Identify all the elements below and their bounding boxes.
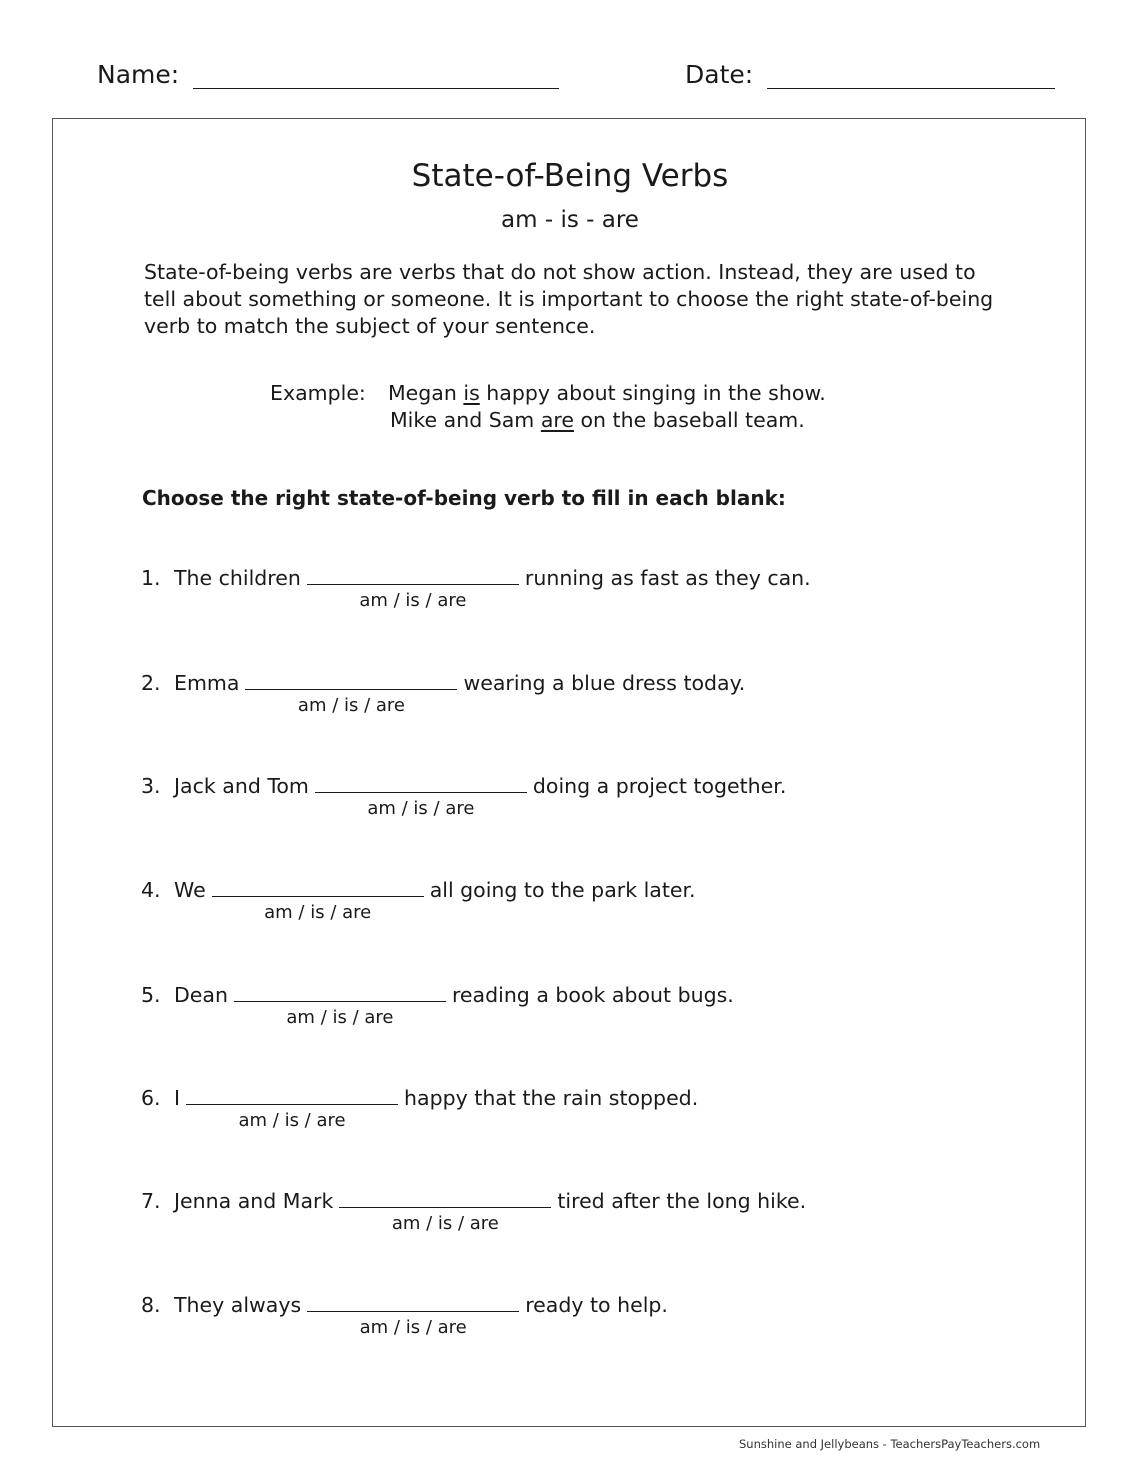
example-sentence-2 bbox=[390, 407, 805, 434]
question-subject: I bbox=[174, 1086, 181, 1110]
question-predicate: wearing a blue dress today. bbox=[463, 671, 746, 695]
worksheet-subtitle: am - is - are bbox=[501, 207, 639, 233]
question-predicate: doing a project together. bbox=[532, 774, 787, 798]
question-number: 8. bbox=[141, 1293, 161, 1317]
answer-blank[interactable] bbox=[307, 1291, 519, 1338]
question-number: 4. bbox=[141, 878, 161, 902]
question-3 bbox=[141, 772, 787, 819]
question-subject: Dean bbox=[174, 983, 228, 1007]
choices-hint: am / is / are bbox=[238, 1110, 346, 1131]
question-number: 3. bbox=[141, 774, 161, 798]
question-subject: The children bbox=[174, 566, 301, 590]
example-1-verb: is bbox=[463, 381, 480, 405]
question-predicate: all going to the park later. bbox=[429, 878, 696, 902]
choices-hint: am / is / are bbox=[359, 590, 467, 611]
example-2-rest: on the baseball team. bbox=[573, 408, 805, 432]
question-subject: We bbox=[174, 878, 206, 902]
answer-blank[interactable] bbox=[245, 669, 457, 716]
date-label: Date: bbox=[685, 60, 754, 89]
question-4 bbox=[141, 876, 696, 923]
answer-blank[interactable] bbox=[315, 772, 527, 819]
question-7 bbox=[141, 1187, 807, 1234]
date-blank-line[interactable] bbox=[767, 62, 1055, 89]
question-6 bbox=[141, 1084, 699, 1131]
question-5 bbox=[141, 981, 734, 1028]
question-number: 1. bbox=[141, 566, 161, 590]
choices-hint: am / is / are bbox=[359, 1317, 467, 1338]
example-1-rest: happy about singing in the show. bbox=[479, 381, 826, 405]
question-subject: Emma bbox=[174, 671, 240, 695]
question-subject: Jack and Tom bbox=[174, 774, 309, 798]
question-subject: Jenna and Mark bbox=[174, 1189, 334, 1213]
answer-blank[interactable] bbox=[307, 564, 519, 611]
worksheet-title: State-of-Being Verbs bbox=[411, 158, 729, 194]
example-label: Example: bbox=[270, 381, 366, 405]
date-field[interactable] bbox=[685, 60, 1055, 89]
answer-blank[interactable] bbox=[339, 1187, 551, 1234]
question-number: 6. bbox=[141, 1086, 161, 1110]
question-2 bbox=[141, 669, 746, 716]
question-number: 7. bbox=[141, 1189, 161, 1213]
question-number: 5. bbox=[141, 983, 161, 1007]
instructions: Choose the right state-of-being verb to fill in each blank: bbox=[142, 486, 786, 510]
question-number: 2. bbox=[141, 671, 161, 695]
question-predicate: reading a book about bugs. bbox=[451, 983, 734, 1007]
example-2-subject: Mike and Sam bbox=[390, 408, 541, 432]
example-1-subject: Megan bbox=[388, 381, 464, 405]
name-blank-line[interactable] bbox=[193, 62, 559, 89]
name-field[interactable] bbox=[97, 60, 559, 89]
choices-hint: am / is / are bbox=[391, 1213, 499, 1234]
question-predicate: tired after the long hike. bbox=[557, 1189, 807, 1213]
answer-blank[interactable] bbox=[212, 876, 424, 923]
intro-paragraph: State-of-being verbs are verbs that do not show action. Instead, they are used to tell about something or someone. It is important to choose the right state-of-being verb to match the subject of your sentence. bbox=[144, 260, 994, 338]
question-predicate: running as fast as they can. bbox=[524, 566, 811, 590]
choices-hint: am / is / are bbox=[286, 1007, 394, 1028]
question-predicate: ready to help. bbox=[525, 1293, 668, 1317]
question-predicate: happy that the rain stopped. bbox=[404, 1086, 699, 1110]
answer-blank[interactable] bbox=[186, 1084, 398, 1131]
question-1 bbox=[141, 564, 811, 611]
question-subject: They always bbox=[174, 1293, 302, 1317]
choices-hint: am / is / are bbox=[367, 798, 475, 819]
example-2-verb: are bbox=[540, 408, 574, 432]
question-8 bbox=[141, 1291, 668, 1338]
choices-hint: am / is / are bbox=[297, 695, 405, 716]
choices-hint: am / is / are bbox=[264, 902, 372, 923]
example-sentence-1 bbox=[388, 380, 826, 407]
name-label: Name: bbox=[97, 60, 180, 89]
footer-credit: Sunshine and Jellybeans - TeachersPayTeachers.com bbox=[739, 1437, 1041, 1451]
answer-blank[interactable] bbox=[234, 981, 446, 1028]
